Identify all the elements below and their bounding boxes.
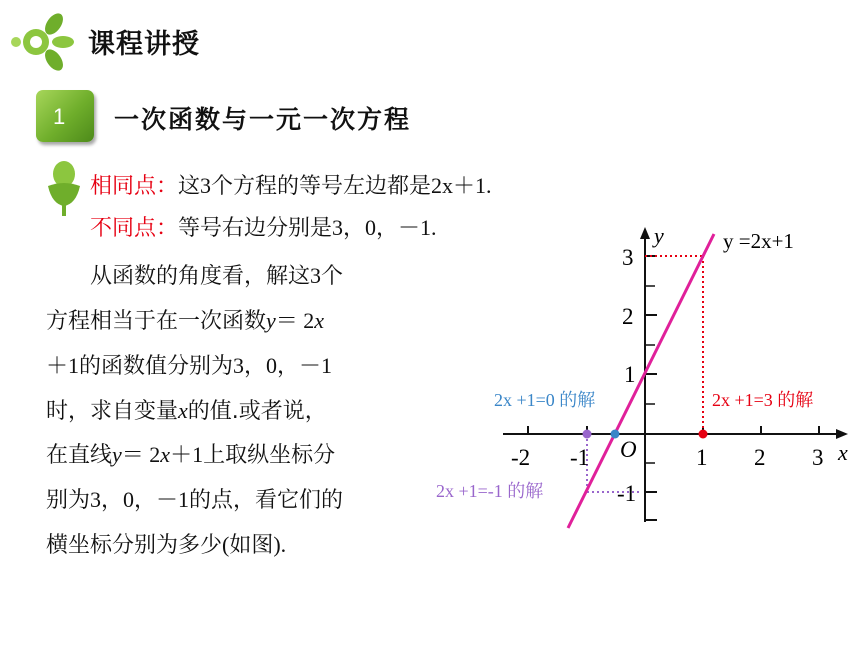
body-expr: ＋1 (170, 442, 204, 467)
x-tick-label: -2 (511, 445, 531, 470)
body-var: x (160, 442, 171, 467)
y-tick-label: 2 (622, 304, 634, 329)
x-tick-label: 1 (696, 445, 708, 470)
section-title: 一次函数与一元一次方程 (114, 105, 412, 134)
body-expr: ＝ 2 (275, 308, 315, 333)
body-text: 时，求自变量 (46, 399, 179, 424)
x-axis-arrow (836, 429, 848, 439)
body-var: x (314, 308, 325, 333)
diff-values: 3，0，－1. (332, 215, 437, 240)
annotation-zero: 2x +1=0 的解 (494, 390, 596, 410)
section-number: 1 (53, 104, 66, 129)
diff-point-label: 不同点： (90, 216, 179, 241)
point-x-half (611, 430, 620, 439)
body-var: y (112, 442, 122, 467)
annotation-three: 2x +1=3 的解 (712, 390, 814, 410)
point-xneg1 (583, 430, 592, 439)
body-text: 的点，看它们的 (189, 488, 344, 513)
function-label: y =2x+1 (723, 229, 794, 253)
body-text: 的函数值分别为 (79, 354, 234, 379)
same-expr: 2x＋1. (431, 173, 492, 198)
function-line (568, 234, 714, 528)
same-count: 3 (200, 173, 212, 198)
point-x1 (699, 430, 708, 439)
body-text: (如图). (222, 532, 287, 557)
y-tick-label: 1 (624, 362, 636, 387)
body-var: y (266, 308, 276, 333)
body-text: 从函数的角度看，解这 (90, 264, 311, 289)
diff-text: 等号右边分别是 (178, 216, 333, 241)
annotation-neg: 2x +1=-1 的解 (436, 481, 544, 501)
x-tick-label: 3 (812, 445, 824, 470)
x-tick-label: 2 (754, 445, 766, 470)
body-text: 横坐标分别为多少 (46, 533, 223, 558)
body-text: 在直线 (46, 443, 113, 468)
body-values: 3，0，－1 (90, 487, 190, 512)
body-text: 上取纵坐标分 (203, 443, 336, 468)
body-var: x (178, 398, 188, 423)
origin-label: O (620, 437, 637, 462)
body-expr: ＝ 2 (121, 442, 161, 467)
header-title: 课程讲授 (88, 29, 200, 60)
y-tick-label: 3 (622, 245, 634, 270)
body-values: 3，0，－1 (233, 353, 333, 378)
body-num: 3 (310, 263, 322, 288)
y-axis-arrow (640, 227, 650, 239)
body-text: 个 (321, 264, 344, 289)
same-point-label: 相同点： (90, 174, 179, 199)
y-tick-label: -1 (617, 481, 637, 506)
body-text: 的值.或者说， (187, 399, 327, 424)
same-text: 这 (178, 174, 201, 199)
y-axis-label: y (654, 223, 664, 248)
x-tick-label: -1 (570, 445, 590, 470)
body-text: 方程相当于在一次函数 (46, 309, 267, 334)
body-text: 别为 (46, 488, 91, 513)
body-expr: ＋1 (46, 353, 80, 378)
same-text-mid: 个方程的等号左边都是 (211, 174, 432, 199)
x-axis-label: x (838, 440, 848, 465)
